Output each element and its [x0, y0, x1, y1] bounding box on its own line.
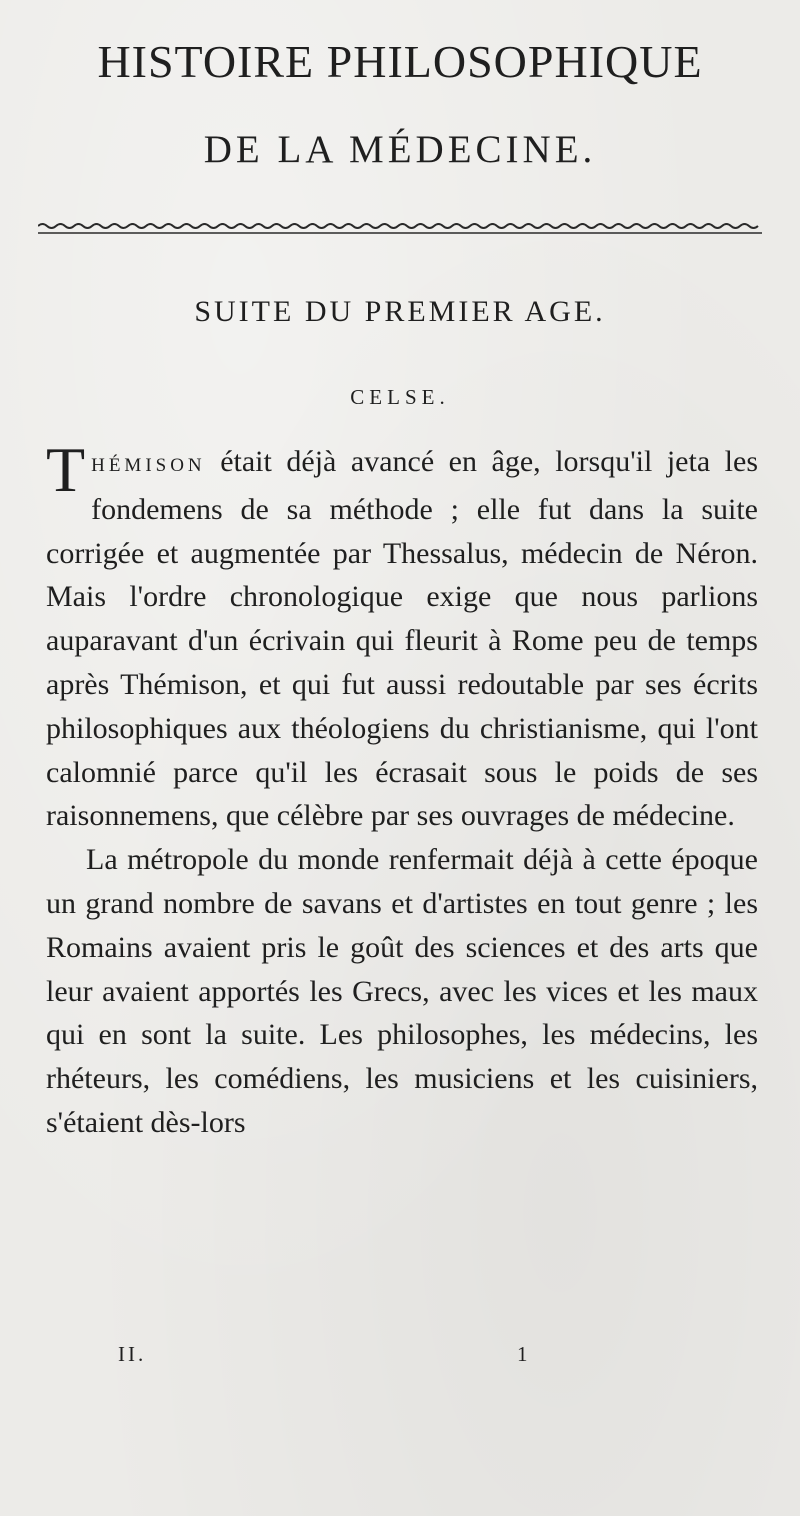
- running-title: HISTOIRE PHILOSOPHIQUE: [97, 36, 703, 87]
- drop-cap: T: [46, 434, 86, 505]
- running-subtitle: DE LA MÉDECINE.: [203, 128, 597, 171]
- paragraph-1: [46, 434, 758, 838]
- signature-number: 1: [517, 1342, 528, 1366]
- signature-mark: II.: [118, 1342, 147, 1366]
- paragraph-2: La métropole du monde renfermait déjà à cette époque un grand nombre de savans et d'artistes en tout genre ; les Romains avaient pris le goût des sciences et des arts que leur avaient apportés les Grecs, avec les vices et les maux qui en sont la suite. Les philosophes, les médecins, les rhéteurs, les comédiens, les musiciens et les cuisiniers, s'étaient dès-lors: [46, 843, 758, 1139]
- lead-smallcaps: HÉMISON: [91, 455, 206, 476]
- paragraph-1-text: était déjà avancé en âge, lorsqu'il jeta les fondemens de sa méthode ; elle fut dans la suite corrigée et augmentée par Thessalus, médecin de Néron. Mais l'ordre chronologique exige que nous parlions auparavant d'un écrivain qui fleurit à Rome peu de temps après Thémison, et qui fut aussi redoutable par ses écrits philosophiques aux théologiens du christianisme, qui l'ont calomnié parce qu'il les écrasait sous le poids de ses raisonnemens, que célèbre par ses ouvrages de médecine.: [46, 445, 758, 833]
- section-heading: SUITE DU PREMIER AGE.: [194, 295, 606, 328]
- chapter-heading: CELSE.: [350, 385, 450, 409]
- body-text: [46, 434, 758, 1145]
- ornamental-rule: [38, 222, 762, 236]
- page-footer: [0, 1342, 800, 1372]
